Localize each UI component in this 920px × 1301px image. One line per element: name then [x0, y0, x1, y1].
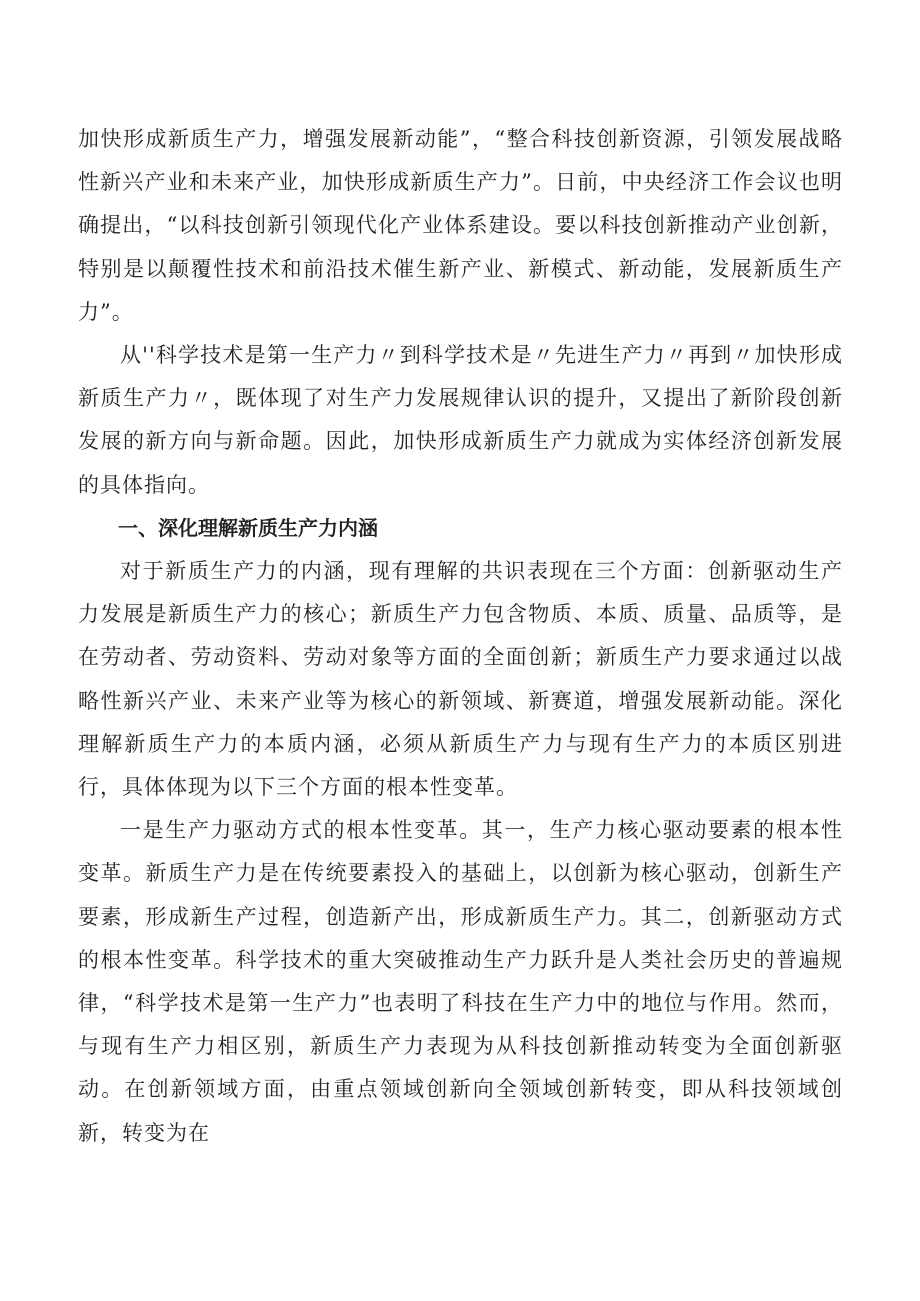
paragraph-productivity-evolution: 从''科学技术是第一生产力〃到科学技术是〃先进生产力〃再到〃加快形成新质生产力〃，既体现了对生产力发展规律认识的提升，又提出了新阶段创新发展的新方向与新命题。因此，加快形成新质生产力就成为实体经济创新发展的具体指向。 [78, 343, 843, 497]
document-body [78, 118, 843, 1155]
paragraph-connotation-consensus: 对于新质生产力的内涵，现有理解的共识表现在三个方面：创新驱动生产力发展是新质生产力的核心；新质生产力包含物质、本质、质量、品质等，是在劳动者、劳动资料、劳动对象等方面的全面创新；新质生产力要求通过以战略性新兴产业、未来产业等为核心的新领域、新赛道，增强发展新动能。深化理解新质生产力的本质内涵，必须从新质生产力与现有生产力的本质区别进行，具体体现为以下三个方面的根本性变革。 [78, 559, 843, 800]
section-heading: 一、深化理解新质生产力内涵 [118, 515, 378, 540]
paragraph-driving-mode-change: 一是生产力驱动方式的根本性变革。其一，生产力核心驱动要素的根本性变革。新质生产力是在传统要素投入的基础上，以创新为核心驱动，创新生产要素，形成新生产过程，创造新产出，形成新质生产力。其二，创新驱动方式的根本性变革。科学技术的重大突破推动生产力跃升是人类社会历史的普遍规律，“科学技术是第一生产力”也表明了科技在生产力中的地位与作用。然而，与现有生产力相区别，新质生产力表现为从科技创新推动转变为全面创新驱动。在创新领域方面，由重点领域创新向全领域创新转变，即从科技领域创新，转变为在 [78, 818, 843, 1145]
paragraph-continued: 加快形成新质生产力，增强发展新动能”，“整合科技创新资源，引领发展战略性新兴产业和未来产业，加快形成新质生产力”。日前，中央经济工作会议也明确提出，“以科技创新引领现代化产业体系建设。要以科技创新推动产业创新，特别是以颠覆性技术和前沿技术催生新产业、新模式、新动能，发展新质生产力”。 [78, 127, 843, 324]
